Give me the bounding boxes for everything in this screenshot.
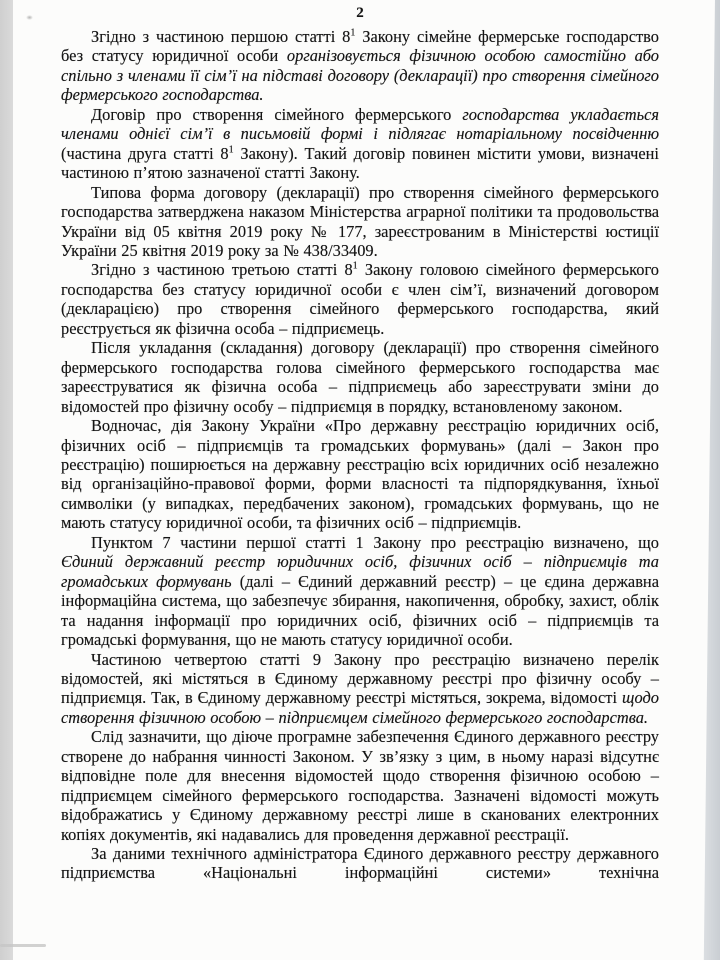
superscript-run: 1 bbox=[228, 144, 234, 156]
paragraph bbox=[61, 27, 659, 105]
text-run: Згідно з частиною третьою статті 8 bbox=[91, 260, 353, 280]
paragraph bbox=[61, 338, 659, 416]
text-run: Частиною четвертою статті 9 Закону про реєстрацію визначено перелік відомостей, які містяться в Єдиному державному реєстрі про фізичну особу – підприємця. Так, в Єдиному державному реєстрі містяться, зокрема, відомості bbox=[61, 649, 659, 708]
text-run: Згідно з частиною першою статті 8 bbox=[91, 27, 351, 46]
paragraph bbox=[61, 260, 659, 338]
scan-edge-left bbox=[0, 0, 13, 960]
text-run: Після укладання (складання) договору (декларації) про створення сімейного фермерського господарства голова сімейного фермерського господарства має зареєструватися як фізична особа – підприємець або зареєструвати зміни до відомостей про фізичну особу – підприємця в порядку, встановленому законом. bbox=[61, 338, 659, 416]
paragraph bbox=[61, 844, 659, 883]
text-run: Договір про створення сімейного фермерського bbox=[91, 104, 463, 124]
italic-text-run: Єдиний державний реєстр юридичних осіб, фізичних осіб – підприємців та громадських формувань bbox=[61, 552, 659, 591]
italic-text-run: господарства укладається членами однієї сім’ї в письмовій формі і підлягає нотаріальному посвідченню bbox=[61, 104, 659, 144]
paragraph bbox=[61, 533, 659, 650]
text-run: Закону сімейне фермерське господарство без статусу юридичної особи bbox=[61, 27, 659, 66]
text-run: Закону). Такий договір повинен містити умови, визначені частиною п’ятою зазначеної статті Закону. bbox=[61, 143, 659, 183]
text-run: Пунктом 7 частини першої статті 1 Закону про реєстрацію визначено, що bbox=[91, 532, 659, 552]
paragraph bbox=[61, 650, 659, 728]
paragraph bbox=[61, 416, 659, 533]
text-run: (частина друга статті 8 bbox=[61, 143, 229, 163]
scan-edge-right bbox=[702, 0, 720, 960]
superscript-run: 1 bbox=[350, 27, 356, 39]
text-run: За даними технічного адміністратора Єдиного державного реєстру державного підприємства «Національні інформаційні системи» технічна bbox=[61, 844, 659, 883]
document-body bbox=[61, 27, 659, 883]
scan-smudge-mark bbox=[26, 15, 33, 20]
scan-corner-shadow bbox=[0, 944, 46, 947]
paragraph bbox=[61, 105, 659, 183]
page-number: 2 bbox=[356, 5, 364, 21]
text-run: Типова форма договору (декларації) про створення сімейного фермерського господарства затверджена наказом Міністерства аграрної політики та продовольства України від 05 квітня 2019 року № 177, зареєстрованим в Міністерстві юстиції України 25 квітня 2019 року за № 438/33409. bbox=[61, 182, 659, 260]
document-content bbox=[61, 4, 659, 883]
text-run: Слід зазначити, що діюче програмне забезпечення Єдиного державного реєстру створене до набрання чинності Законом. У зв’язку з цим, в ньому наразі відсутнє відповідне поле для внесення відомостей щодо створення фізичною особою – підприємцем сімейного фермерського господарства. Зазначені відомості можуть відображатись у Єдиному державному реєстрі лише в сканованих електронних копіях документів, які надавались для проведення державної реєстрації. bbox=[61, 727, 659, 844]
italic-text-run: організовується фізичною особою самостійно або спільно з членами її сім’ї на підставі договору (декларації) про створення сімейного фермерського господарства. bbox=[61, 46, 659, 105]
text-run: Закону головою сімейного фермерського господарства без статусу юридичної особи є член сім’ї, визначений договором (декларацією) про створення сімейного фермерського господарства, який реєструється як фізична особа – підприємець. bbox=[61, 260, 659, 338]
text-run: Водночас, дія Закону України «Про державну реєстрацію юридичних осіб, фізичних осіб – підприємців та громадських формувань» (далі – Закон про реєстрацію) поширюється на державну реєстрацію всіх юридичних осіб незалежно від організаційно-правової форми, форми власності та підпорядкування, їхньої символіки (у випадках, передбачених законом), громадських формувань, що не мають статусу юридичної особи, та фізичних осіб – підприємців. bbox=[61, 416, 659, 533]
superscript-run: 1 bbox=[352, 260, 358, 272]
italic-text-run: щодо створення фізичною особою – підприємцем сімейного фермерського господарства. bbox=[61, 688, 659, 727]
text-run: (далі – Єдиний державний реєстр) – це єдина державна інформаційна система, що забезпечує збирання, накопичення, обробку, захист, облік та надання інформації про юридичних осіб, фізичних осіб – підприємців та громадські формування, що не мають статусу юридичної особи. bbox=[61, 571, 659, 650]
paragraph bbox=[61, 727, 659, 844]
paragraph bbox=[61, 183, 659, 261]
